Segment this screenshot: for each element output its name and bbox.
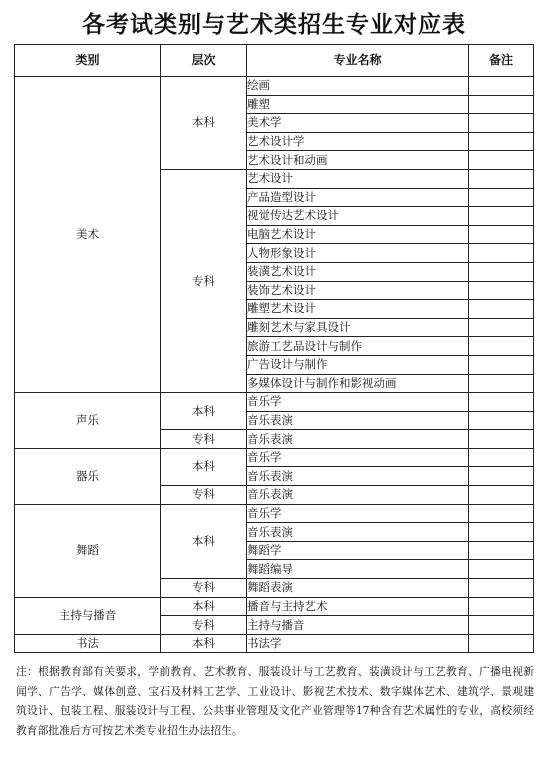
remark-cell: [469, 114, 534, 133]
table-row: [15, 448, 534, 467]
level-cell: 专科: [161, 169, 247, 392]
remark-cell: [469, 355, 534, 374]
table-row: [15, 393, 534, 412]
major-cell: 雕刻艺术与家具设计: [247, 318, 469, 337]
major-cell: 多媒体设计与制作和影视动画: [247, 374, 469, 393]
level-cell: 本科: [161, 448, 247, 485]
remark-cell: [469, 262, 534, 281]
remark-cell: [469, 337, 534, 356]
level-cell: 本科: [161, 597, 247, 616]
major-cell: 人物形象设计: [247, 244, 469, 263]
major-cell: 音乐表演: [247, 430, 469, 449]
level-cell: 专科: [161, 486, 247, 505]
category-cell: 主持与播音: [15, 597, 161, 634]
major-cell: 产品造型设计: [247, 188, 469, 207]
remark-cell: [469, 467, 534, 486]
level-cell: 本科: [161, 634, 247, 653]
remark-cell: [469, 244, 534, 263]
level-cell: 本科: [161, 77, 247, 170]
remark-cell: [469, 411, 534, 430]
remark-cell: [469, 597, 534, 616]
header-major: 专业名称: [247, 45, 469, 77]
major-cell: 美术学: [247, 114, 469, 133]
major-cell: 装饰艺术设计: [247, 281, 469, 300]
major-cell: 旅游工艺品设计与制作: [247, 337, 469, 356]
major-cell: 音乐表演: [247, 486, 469, 505]
major-cell: 音乐学: [247, 504, 469, 523]
major-cell: 电脑艺术设计: [247, 225, 469, 244]
major-cell: 舞蹈学: [247, 541, 469, 560]
remark-cell: [469, 151, 534, 170]
major-cell: 音乐表演: [247, 467, 469, 486]
remark-cell: [469, 281, 534, 300]
category-cell: 书法: [15, 634, 161, 653]
category-cell: 器乐: [15, 448, 161, 504]
category-cell: 声乐: [15, 393, 161, 449]
remark-cell: [469, 541, 534, 560]
remark-cell: [469, 300, 534, 319]
header-category: 类别: [15, 45, 161, 77]
remark-cell: [469, 318, 534, 337]
remark-cell: [469, 132, 534, 151]
remark-cell: [469, 95, 534, 114]
remark-cell: [469, 486, 534, 505]
remark-cell: [469, 207, 534, 226]
remark-cell: [469, 504, 534, 523]
major-cell: 艺术设计学: [247, 132, 469, 151]
remark-cell: [469, 448, 534, 467]
table-row: [15, 504, 534, 523]
major-cell: 播音与主持艺术: [247, 597, 469, 616]
remark-cell: [469, 634, 534, 653]
level-cell: 专科: [161, 579, 247, 598]
remark-cell: [469, 225, 534, 244]
major-cell: 视觉传达艺术设计: [247, 207, 469, 226]
remark-cell: [469, 560, 534, 579]
level-cell: 本科: [161, 393, 247, 430]
major-cell: 绘画: [247, 77, 469, 96]
page-title: 各考试类别与艺术类招生专业对应表: [82, 12, 466, 38]
remark-cell: [469, 169, 534, 188]
table-row: [15, 77, 534, 96]
category-cell: 舞蹈: [15, 504, 161, 597]
footnote: 注：根据教育部有关要求，学前教育、艺术教育、服装设计与工艺教育、装潢设计与工艺教育、广播电视新闻学、广告学、媒体创意、宝石及材料工艺学、工业设计、影视艺术技术、数字媒体艺术、建筑学、景观建筑设计、包装工程、服装设计与工程、公共事业管理及文化产业管理等17种含有艺术属性的专业，高校须经教育部批准后方可按艺术类专业招生办法招生。: [16, 665, 534, 737]
header-remark: 备注: [469, 45, 534, 77]
major-cell: 音乐学: [247, 448, 469, 467]
remark-cell: [469, 616, 534, 635]
header-level: 层次: [161, 45, 247, 77]
remark-cell: [469, 374, 534, 393]
major-cell: 艺术设计和动画: [247, 151, 469, 170]
major-cell: 舞蹈编导: [247, 560, 469, 579]
major-cell: 主持与播音: [247, 616, 469, 635]
major-cell: 舞蹈表演: [247, 579, 469, 598]
major-cell: 音乐表演: [247, 523, 469, 542]
table-header-row: [15, 45, 534, 77]
major-cell: 装潢艺术设计: [247, 262, 469, 281]
level-cell: 本科: [161, 504, 247, 578]
table-row: [15, 634, 534, 653]
remark-cell: [469, 393, 534, 412]
major-cell: 艺术设计: [247, 169, 469, 188]
level-cell: 专科: [161, 430, 247, 449]
major-cell: 雕塑艺术设计: [247, 300, 469, 319]
remark-cell: [469, 523, 534, 542]
category-cell: 美术: [15, 77, 161, 393]
remark-cell: [469, 430, 534, 449]
remark-cell: [469, 579, 534, 598]
table-row: [15, 597, 534, 616]
major-cell: 雕塑: [247, 95, 469, 114]
remark-cell: [469, 188, 534, 207]
level-cell: 专科: [161, 616, 247, 635]
major-cell: 书法学: [247, 634, 469, 653]
remark-cell: [469, 77, 534, 96]
major-cell: 音乐学: [247, 393, 469, 412]
major-cell: 广告设计与制作: [247, 355, 469, 374]
major-table: [14, 44, 534, 653]
major-cell: 音乐表演: [247, 411, 469, 430]
